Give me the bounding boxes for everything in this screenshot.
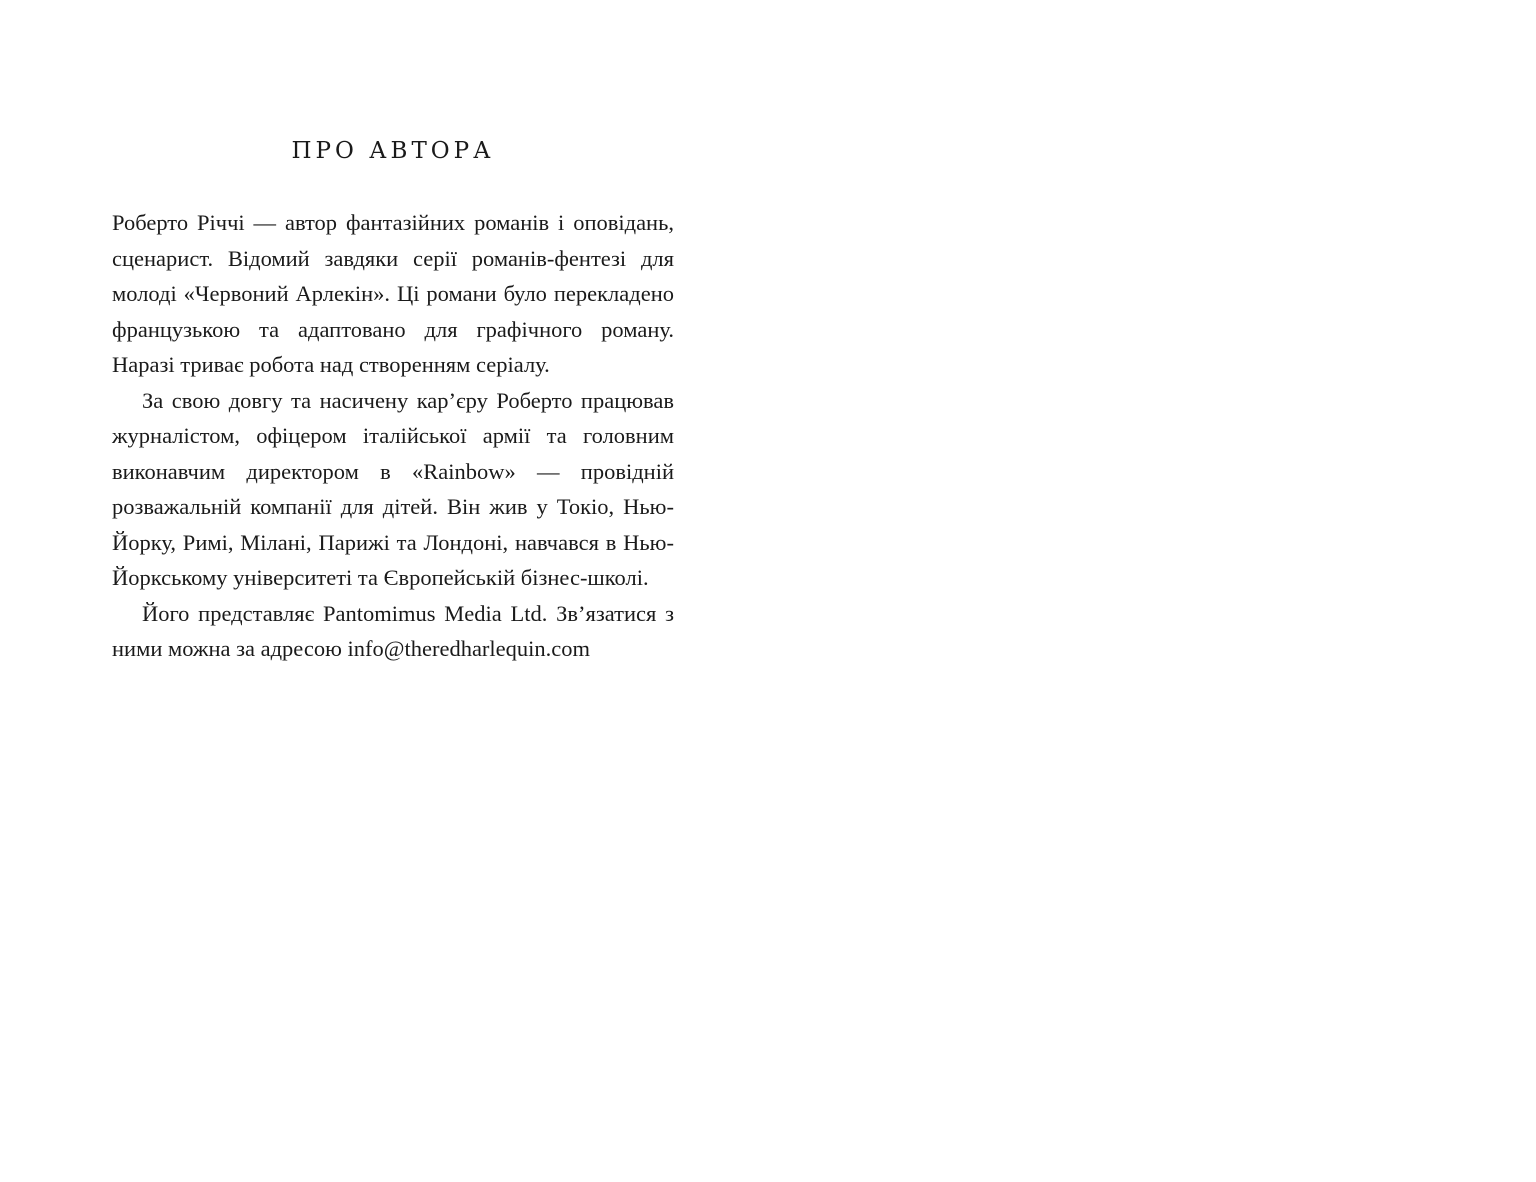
bio-paragraph-1: Роберто Річчі — автор фантазійних романів і оповідань, сценарист. Відомий завдяки серії романів-фентезі для молоді «Червоний Арлекін». Ці романи було перекладено французькою та адаптовано для графічного роману. Наразі триває робота над створенням серіалу. [112,210,674,377]
bio-paragraph-3: Його представляє Pantomimus Media Ltd. Зв’язатися з ними можна за адресою info@theredharlequin.com [112,600,674,661]
bio-paragraph-2: За свою довгу та насичену кар’єру Роберто працював журналістом, офіцером італійської армії та головним виконавчим директором в «Rainbow» — провідній розважальній компанії для дітей. Він жив у Токіо, Нью-Йорку, Римі, Мілані, Парижі та Лондоні, навчався в Нью-Йоркському університеті та Європейській бізнес-школі. [112,387,674,590]
section-title: ПРО АВТОРА [291,138,495,164]
author-bio [112,205,674,667]
